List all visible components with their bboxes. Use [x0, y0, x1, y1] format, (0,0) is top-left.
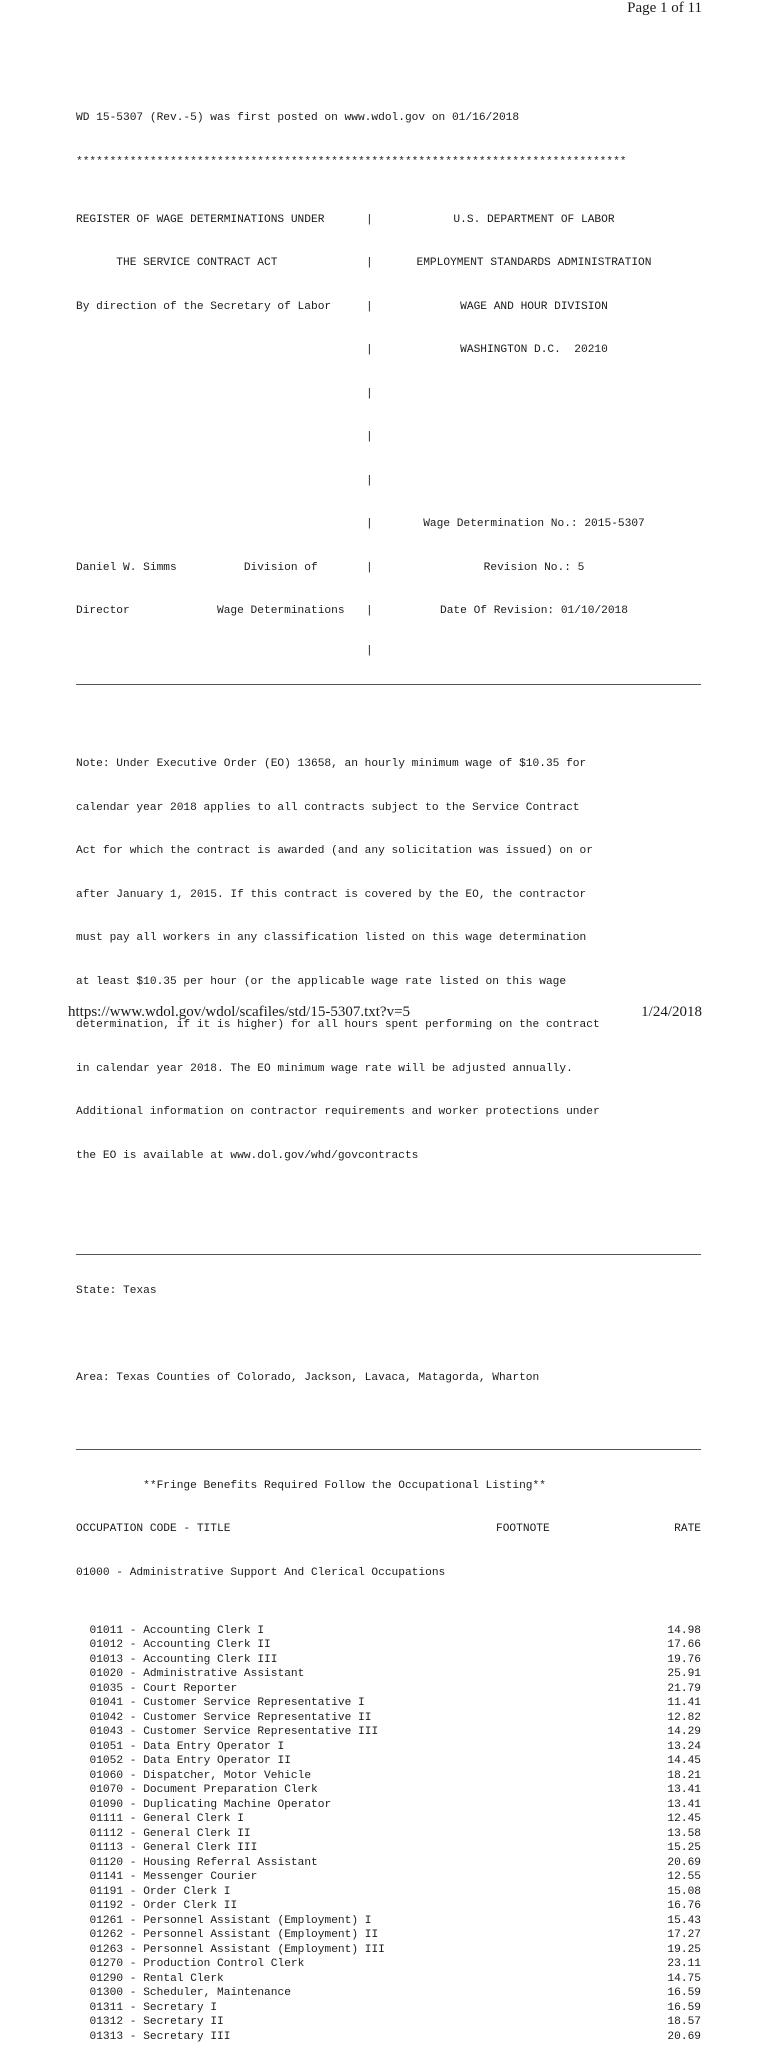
note-line: at least $10.35 per hour (or the applicable wage rate listed on this wage: [76, 975, 567, 988]
occupation-title: 01263 - Personnel Assistant (Employment) III: [89, 1943, 385, 1956]
occupation-rate: 12.55: [667, 1871, 701, 1883]
occupation-title: 01262 - Personnel Assistant (Employment) II: [89, 1929, 379, 1941]
occupation-title: 01311 - Secretary I: [89, 2001, 218, 2014]
area-line: Area: Texas Counties of Colorado, Jackson, Lavaca, Matagorda, Wharton: [76, 1372, 540, 1384]
occupation-rate: 13.41: [667, 1798, 701, 1811]
occupation-row: [76, 2001, 701, 2016]
occupation-title: 01090 - Duplicating Machine Operator: [89, 1798, 332, 1811]
occupation-title: 01042 - Customer Service Representative II: [89, 1711, 372, 1724]
director-name: Daniel W. Simms Division of: [76, 561, 318, 574]
occupation-group: 01000 - Administrative Support And Clerical Occupations: [76, 1566, 446, 1579]
occupation-row: [76, 1856, 701, 1871]
occupation-title: 01041 - Customer Service Representative I: [89, 1697, 365, 1709]
occupation-row: [76, 1870, 701, 1885]
occupation-rate: 25.91: [667, 1668, 701, 1680]
occupation-title: 01312 - Secretary II: [89, 2016, 224, 2028]
occupation-row: [76, 1957, 701, 1972]
note-line: after January 1, 2015. If this contract is covered by the EO, the contractor: [76, 888, 587, 901]
occupation-title: 01192 - Order Clerk II: [89, 1900, 238, 1912]
occupation-title: 01012 - Accounting Clerk II: [89, 1639, 271, 1651]
occupation-rate: 16.59: [667, 2001, 701, 2014]
occupation-row: [76, 1928, 701, 1943]
divider: [76, 684, 701, 685]
occupation-rate: 21.79: [667, 1682, 701, 1695]
occupation-row: [76, 1841, 701, 1856]
occupation-row: [76, 1696, 701, 1711]
occupation-title: 01051 - Data Entry Operator I: [89, 1740, 285, 1753]
occupation-title: 01270 - Production Control Clerk: [89, 1958, 305, 1970]
occupation-title: 01052 - Data Entry Operator II: [89, 1755, 291, 1767]
dol-line-1: U.S. DEPARTMENT OF LABOR: [453, 213, 615, 226]
note-line: the EO is available at www.dol.gov/whd/govcontracts: [76, 1149, 419, 1162]
occupation-title: 01141 - Messenger Courier: [89, 1871, 258, 1883]
occupation-title: 01013 - Accounting Clerk III: [89, 1653, 278, 1666]
occupation-row: [76, 1972, 701, 1987]
occupation-rate: 13.24: [667, 1740, 701, 1753]
occupation-title: 01035 - Court Reporter: [89, 1682, 238, 1695]
occupation-row: [76, 1653, 701, 1668]
note-line: must pay all workers in any classification listed on this wage determination: [76, 932, 587, 944]
state-line: State: Texas: [76, 1285, 157, 1297]
note-line: determination, if it is higher) for all hours spent performing on the contract: [76, 1019, 600, 1031]
occupation-rate: 15.25: [667, 1842, 701, 1854]
dol-line-3: WAGE AND HOUR DIVISION: [460, 300, 608, 313]
occupation-rate: 14.98: [667, 1624, 701, 1637]
occupation-title: 01011 - Accounting Clerk I: [89, 1624, 265, 1637]
occupation-rate: 14.75: [667, 1972, 701, 1985]
occupation-row: [76, 1711, 701, 1726]
posted-line: WD 15-5307 (Rev.-5) was first posted on www.wdol.gov on 01/16/2018: [76, 112, 520, 124]
occupation-row: [76, 1812, 701, 1827]
occupation-row: [76, 1943, 701, 1958]
fringe-benefits-line: **Fringe Benefits Required Follow the Occupational Listing**: [76, 1479, 546, 1492]
occupation-title: 01111 - General Clerk I: [89, 1813, 244, 1825]
occupation-rate: 20.69: [667, 1856, 701, 1869]
occupation-rate: 13.41: [667, 1784, 701, 1796]
wage-determination-number: Wage Determination No.: 2015-5307: [423, 518, 645, 530]
register-line-2: THE SERVICE CONTRACT ACT: [76, 257, 278, 269]
document-body: WD 15-5307 (Rev.-5) was first posted on www.wdol.gov on 01/16/2018 ********************************************************************************** REGISTER OF WAGE DETERMINATIONS UNDER | U.S. DEPARTMENT OF LABOR THE SERVICE CONTRACT ACT | EMPLOYMENT STANDARDS ADMINISTRATION By direction of the Secretary of Labor | WAGE AND HOUR DIVISION | WASHINGTON D.C. 20210 | | | | Wage Determination No.: 2015-5307 Daniel W. Simms Division of | Revision No.: 5 Director Wage Determinations | Date Of Revision: 01/10/2018 | Note: Under Executive Order (EO) 13658, an hourly minimum wage of $10.35 for calendar year 2018 applies to all contracts subject to the Service Contract Act for which the contract is awarded (and any solicitation was issued) on or after January 1, 2015. If this contract is covered by the EO, the contractor must pay all workers in any classification listed on this wage determination at least $10.35 per hour (or the applicable wage rate listed on this wage determination, if it is higher) for all hours spent performing on the contract in calendar year 2018. The EO minimum wage rate will be adjusted annually. Additional information on contractor requirements and worker protections under the EO is available at www.dol.gov/whd/govcontracts State: Texas Area: Texas Counties of Colorado, Jackson, Lavaca, Matagorda, Wharton **Fringe Benefits Required Follow the Occupational Listing** OCCUPATION CODE - TITLE FOOTNOTE RATE 01000 - Administrative Support And Clerical Occupations 01011 - Accounting Clerk I 14.98 01012 - Accounting Clerk II 17.66 01013 - Accounting Clerk III 19.76 01020 - Administrative Assistant 25.91 01035 - Court Reporter 21.79 01041 - Customer Service Representative I 11.41 01042 - Customer Service Representative II 12.82 01043 - Customer Service Representative III 14.29 01051 - Data Entry Operator I 13.24 01052 - Data Entry Operator II 14.45 01060 - Dispatcher, Motor Vehicle 18.21 01070 - Document Preparation Clerk 13.41 01090 - Duplicating Machine Operator 13.41 01111 - General Clerk I 12.45 01112 - General Clerk II 13.58 01113 - General Clerk III 15.25 01120 - Housing Referral Assistant 20.69 01141 - Messenger Courier 12.55 01191 - Order Clerk I 15.08 01192 - Order Clerk II 16.76 01261 - Personnel Assistant (Employment) I 15.43 01262 - Personnel Assistant (Employment) II 17.27 01263 - Personnel Assistant (Employment) III 19.25 01270 - Production Control Clerk 23.11 01290 - Rental Clerk 14.75 01300 - Scheduler, Maintenance 16.59 01311 - Secretary I 16.59 01312 - Secretary II 18.57 01313 - Secretary III 20.69: [76, 112, 701, 2043]
occupation-rate: 20.69: [667, 2030, 701, 2043]
occupation-rate: 17.66: [667, 1639, 701, 1651]
register-line-3: By direction of the Secretary of Labor: [76, 300, 332, 313]
occupation-row: [76, 1986, 701, 2001]
column-title: OCCUPATION CODE - TITLE: [76, 1523, 231, 1535]
occupation-rate: 16.76: [667, 1900, 701, 1912]
occupation-row: [76, 2015, 701, 2030]
occupation-rate: 16.59: [667, 1987, 701, 1999]
occupation-row: [76, 2030, 701, 2045]
column-rate: RATE: [674, 1523, 701, 1535]
occupation-row: [76, 1725, 701, 1740]
occupation-rate: 14.45: [667, 1755, 701, 1767]
occupation-row: [76, 1827, 701, 1842]
register-line-1: REGISTER OF WAGE DETERMINATIONS UNDER: [76, 213, 325, 226]
divider: [76, 1449, 701, 1450]
occupation-row: [76, 1740, 701, 1755]
revision-number: Revision No.: 5: [483, 561, 585, 574]
occupation-title: 01261 - Personnel Assistant (Employment) I: [89, 1914, 372, 1927]
occupation-rate: 18.21: [667, 1769, 701, 1782]
occupation-title: 01112 - General Clerk II: [89, 1827, 251, 1840]
occupation-row: [76, 1754, 701, 1769]
occupation-title: 01113 - General Clerk III: [89, 1842, 258, 1854]
occupation-row: [76, 1899, 701, 1914]
director-title: Director Wage Determinations: [76, 605, 345, 617]
occupation-title: 01191 - Order Clerk I: [89, 1885, 231, 1898]
note-line: calendar year 2018 applies to all contracts subject to the Service Contract: [76, 801, 580, 814]
occupation-title: 01043 - Customer Service Representative III: [89, 1726, 379, 1738]
column-footnote: FOOTNOTE: [496, 1523, 550, 1535]
occupation-row: [76, 1885, 701, 1900]
occupation-row: [76, 1798, 701, 1813]
dol-line-4: WASHINGTON D.C. 20210: [460, 344, 608, 356]
note-line: Additional information on contractor requirements and worker protections under: [76, 1106, 600, 1118]
occupation-title: 01020 - Administrative Assistant: [89, 1668, 305, 1680]
occupation-rate: 23.11: [667, 1958, 701, 1970]
occupation-rate: 13.58: [667, 1827, 701, 1840]
revision-date: Date Of Revision: 01/10/2018: [440, 605, 628, 617]
footer-url: https://www.wdol.gov/wdol/scafiles/std/15-5307.txt?v=5: [68, 1004, 411, 1020]
occupation-title: 01290 - Rental Clerk: [89, 1972, 224, 1985]
occupation-rate: 17.27: [667, 1929, 701, 1941]
divider: [76, 1254, 701, 1255]
star-divider: **********************************************************************************: [76, 155, 627, 168]
occupation-row: [76, 1914, 701, 1929]
page-number: Page 1 of 11: [627, 0, 702, 16]
occupation-rate: 14.29: [667, 1726, 701, 1738]
occupation-row: [76, 1667, 701, 1682]
occupation-row: [76, 1682, 701, 1697]
occupation-list: [76, 1624, 701, 2045]
occupation-rate: 19.76: [667, 1653, 701, 1666]
occupation-title: 01300 - Scheduler, Maintenance: [89, 1987, 291, 1999]
dol-line-2: EMPLOYMENT STANDARDS ADMINISTRATION: [416, 257, 652, 269]
occupation-rate: 18.57: [667, 2016, 701, 2028]
occupation-rate: 12.45: [667, 1813, 701, 1825]
column-header: [76, 1522, 701, 1537]
occupation-title: 01120 - Housing Referral Assistant: [89, 1856, 318, 1869]
occupation-rate: 15.08: [667, 1885, 701, 1898]
occupation-title: 01313 - Secretary III: [89, 2030, 231, 2043]
occupation-row: [76, 1638, 701, 1653]
eo-note: [76, 728, 701, 1192]
note-line: Act for which the contract is awarded (and any solicitation was issued) on or: [76, 845, 593, 857]
occupation-row: [76, 1624, 701, 1639]
note-line: Note: Under Executive Order (EO) 13658, an hourly minimum wage of $10.35 for: [76, 758, 587, 770]
occupation-rate: 12.82: [667, 1711, 701, 1724]
occupation-rate: 19.25: [667, 1943, 701, 1956]
occupation-rate: 15.43: [667, 1914, 701, 1927]
footer-date: 1/24/2018: [641, 1004, 702, 1020]
occupation-title: 01070 - Document Preparation Clerk: [89, 1784, 318, 1796]
occupation-title: 01060 - Dispatcher, Motor Vehicle: [89, 1769, 312, 1782]
occupation-row: [76, 1783, 701, 1798]
occupation-rate: 11.41: [667, 1697, 701, 1709]
occupation-row: [76, 1769, 701, 1784]
note-line: in calendar year 2018. The EO minimum wage rate will be adjusted annually.: [76, 1062, 573, 1075]
